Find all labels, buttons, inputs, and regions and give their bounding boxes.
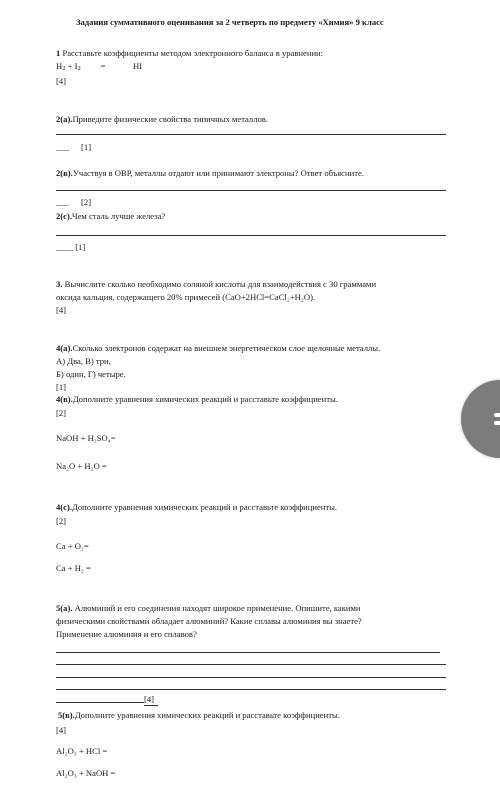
question-2b <box>56 168 364 179</box>
equation-ca-h2: Ca + H₂ = <box>56 563 91 573</box>
question-text: Приведите физические свойства типичных металлов. <box>72 114 268 124</box>
question-number: 2(в). <box>56 168 73 178</box>
question-text: Алюминий и его соединения находят широкое применение. Опишите, какими <box>74 603 361 613</box>
page-title: Задания суммативного оценивания за 2 четверть по предмету «Химия» 9 класс <box>76 17 384 27</box>
answer-line[interactable] <box>56 235 446 236</box>
score-q1: [4] <box>56 76 67 86</box>
answer-line-short[interactable] <box>56 702 144 703</box>
question-3 <box>56 279 376 290</box>
eq-plus-i: + I <box>67 61 78 71</box>
answer-line[interactable] <box>56 664 446 665</box>
question-number: 5(a). <box>56 603 73 613</box>
question-text: Расставьте коэффициенты методом электронного баланса в уравнении: <box>62 48 324 58</box>
equation-al2o3-naoh: Al₂O₃ + NaOH = <box>56 768 116 778</box>
question-number: 4(в). <box>56 394 73 404</box>
question-number: 1 <box>56 48 61 58</box>
question-4c <box>56 502 337 513</box>
question-text: Вычислите сколько необходимо соляной кислоты для взаимодействия с 30 граммами <box>64 279 377 289</box>
question-text: Чем сталь лучше железа? <box>71 211 166 221</box>
answer-blank-q2b <box>56 197 91 208</box>
answer-line[interactable] <box>56 689 446 690</box>
question-1 <box>56 48 323 59</box>
score-q4a: [1] <box>56 382 67 392</box>
equation-na2o-h2o: Na₂O + H₂O = <box>56 461 107 471</box>
question-number: 4(a). <box>56 343 73 353</box>
question-number: 5(в). <box>58 710 75 720</box>
eq-hi: HI <box>133 61 143 71</box>
question-4a <box>56 343 380 354</box>
equation-al2o3-hcl: Al₂O₃ + HCl = <box>56 746 108 756</box>
answer-line[interactable] <box>56 134 446 135</box>
question-number: 2(c). <box>56 211 72 221</box>
question-text: Дополните уравнения химических реакций и расставьте коэффициенты. <box>71 502 338 512</box>
blank: ___ <box>56 142 69 152</box>
question-2c <box>56 211 165 222</box>
question-5a-line3: Применение алюминия и его сплавов? <box>56 629 197 639</box>
answer-blank-q2a <box>56 142 91 153</box>
question-number: 2(a). <box>56 114 73 124</box>
answer-blank-q2c <box>56 242 85 253</box>
score-q3: [4] <box>56 305 67 315</box>
score-q4b: [2] <box>56 408 67 418</box>
score: [1] <box>81 142 92 152</box>
score-q5a: [4] <box>144 694 155 704</box>
blank: ___ <box>56 197 69 207</box>
score-underline <box>144 705 158 706</box>
eq-h-sub: 2 <box>62 65 66 72</box>
question-text: Участвуя в ОВР, металлы отдают или принимают электроны? Ответ объясните. <box>72 168 364 178</box>
score: [1] <box>75 242 86 252</box>
score-q4c: [2] <box>56 516 67 526</box>
equation-h2-i2 <box>56 61 142 73</box>
question-text: Дополните уравнения химических реакций и расставьте коэффициенты. <box>74 710 340 720</box>
question-3-line2: оксида кальция, содержащего 20% примесей (CaO+2HCl=CaCl₂+H₂O). <box>56 292 316 302</box>
drag-handle-button[interactable] <box>461 380 500 458</box>
eq-equals: = <box>100 61 106 71</box>
answer-option-row-2: Б) один, Г) четыре. <box>56 369 126 379</box>
equation-ca-o2: Ca + O₂= <box>56 541 89 551</box>
question-2a <box>56 114 268 125</box>
question-text: Дополните уравнения химических реакций и расставьте коэффициенты. <box>72 394 338 404</box>
answer-line[interactable] <box>56 677 446 678</box>
answer-line[interactable] <box>56 652 440 653</box>
blank: ____ <box>56 242 74 252</box>
eq-i-sub: 2 <box>77 65 81 72</box>
question-5a-line2: физическими свойствами обладает алюминий? Какие сплавы алюминия вы знаете? <box>56 616 362 626</box>
question-4b <box>56 394 338 405</box>
question-number: 3. <box>56 279 63 289</box>
question-number: 4(c). <box>56 502 72 512</box>
answer-line[interactable] <box>56 190 446 191</box>
answer-option-row-1: А) Два, В) три, <box>56 356 111 366</box>
equation-naoh-h2so4: NaOH + H₂SO₄= <box>56 433 116 443</box>
question-5a <box>56 603 361 614</box>
question-text: Сколько электронов содержат на внешнем энергетическом слое щелочные металлы. <box>72 343 381 353</box>
question-5b <box>58 710 340 721</box>
eq-h: H <box>56 61 63 71</box>
score: [2] <box>81 197 92 207</box>
score-q5b: [4] <box>56 725 67 735</box>
